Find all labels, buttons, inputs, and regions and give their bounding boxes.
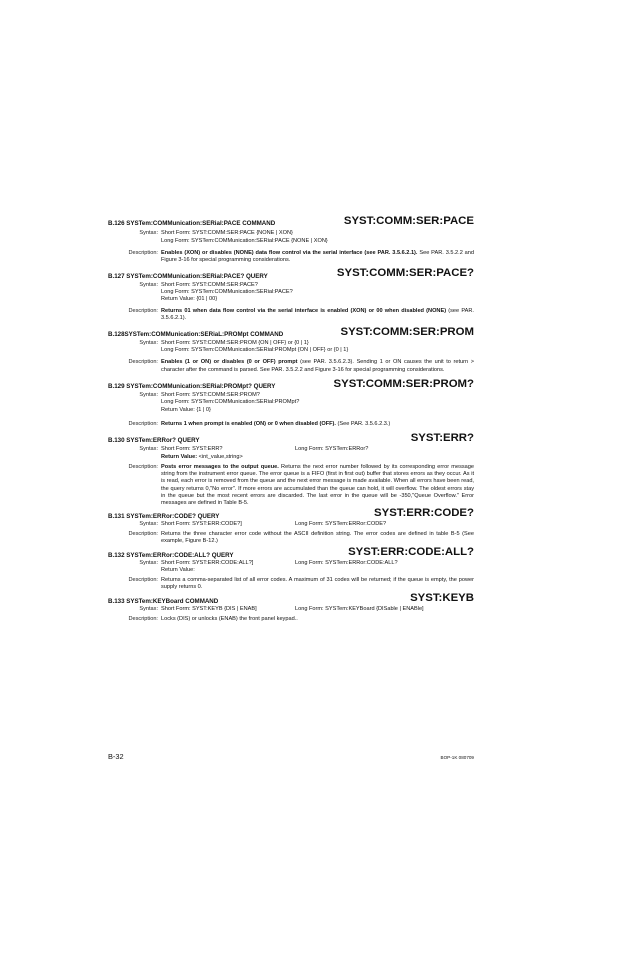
section-header (108, 593, 474, 604)
scpi-command: SYST:ERR? (410, 432, 474, 445)
section-header (108, 327, 474, 338)
section-b131 (108, 508, 474, 545)
long-form: Long Form: SYSTem:ERRor:CODE? (295, 520, 387, 527)
syntax-row (108, 392, 474, 414)
return-value: Return Value: (161, 566, 195, 573)
syntax-row (108, 446, 474, 460)
description-bold: Enables (XON) or disables (NONE) data flow control via the serial interface (see PAR. 3.5.6.2.1). (161, 249, 418, 256)
section-title: B.129 SYSTem:COMMunication:SERial:PROMpt? QUERY (108, 383, 276, 391)
section-b132 (108, 547, 474, 591)
scpi-command: SYST:ERR:CODE:ALL? (348, 546, 474, 559)
document-id: BOP-1K 080709 (440, 755, 474, 760)
description-row (108, 464, 474, 507)
syntax-label: Syntax: (139, 281, 158, 288)
long-form: Long Form: SYSTem:COMMunication:SERial:PROMpt? (161, 399, 300, 406)
section-header (108, 547, 474, 558)
description-text: Returns the three character error code without the ASCII definition string. The error codes are defined in table B-5 (See example, Figure B-12.) (161, 530, 474, 544)
syntax-label: Syntax: (139, 559, 158, 566)
short-form: Short Form: SYST:COMM:SER:PACE {NONE | XON} (161, 230, 293, 237)
section-title: B.133 SYSTem:KEYBoard COMMAND (108, 597, 219, 605)
scpi-command: SYST:KEYB (410, 592, 474, 605)
section-title: B.126 SYSTem:COMMunication:SERial:PACE COMMAND (108, 220, 276, 228)
long-form: Long Form: SYSTem:ERRor:CODE:ALL? (295, 559, 398, 566)
description-label: Description: (128, 530, 158, 537)
syntax-row (108, 521, 474, 528)
return-value-label: Return Value: (161, 453, 198, 460)
description-bold: Posts error messages to the output queue. (161, 463, 279, 470)
description-row (108, 421, 474, 428)
description-text: Locks (DIS) or unlocks (ENAB) the front panel keypad.. (161, 615, 298, 622)
section-header (108, 508, 474, 519)
section-title: B.130 SYSTem:ERRor? QUERY (108, 437, 200, 445)
long-form: Long Form: SYSTem:COMMunication:SERial:PACE? (161, 288, 293, 295)
section-b128 (108, 327, 474, 374)
page-number: B-32 (108, 752, 124, 761)
return-value: Return Value: {01 | 00} (161, 296, 218, 303)
syntax-row (108, 230, 474, 244)
return-value: Return Value: {1 | 0} (161, 406, 211, 413)
description-text: (See PAR. 3.5.6.2.3.) (335, 420, 391, 427)
description-label: Description: (128, 420, 158, 427)
description-label: Description: (128, 308, 158, 315)
scpi-command: SYST:COMM:SER:PACE? (336, 267, 474, 280)
section-b126 (108, 216, 474, 264)
description-row (108, 531, 474, 545)
syntax-row (108, 340, 474, 354)
description-bold: Returns 01 when data flow control via the serial interface is enabled (XON) or 00 when disabled (NONE) (161, 308, 447, 315)
description-text: See PAR. 3.5.2.2 and Figure 3-16 for special programming considerations. (161, 249, 475, 264)
short-form: Short Form: SYST:ERR:CODE?] (161, 520, 242, 527)
section-header (108, 268, 474, 279)
syntax-label: Syntax: (139, 520, 158, 527)
short-form: Short Form: SYST:KEYB {DIS | ENAB] (161, 605, 257, 612)
description-text: (see PAR. 3.5.6.2.3). Sending 1 or ON causes the unit to return > character after the command is parsed. See PAR. 3.5.2.2 and Figure 3-16 for special programming considerations. (161, 359, 474, 373)
description-bold: Returns 1 when prompt is enabled (ON) or 0 when disabled (OFF). (161, 420, 336, 427)
long-form: Long Form: SYSTem:COMMunication:SERial:PACE {NONE | XON} (161, 237, 328, 244)
section-title: B.131 SYSTem:ERRor:CODE? QUERY (108, 512, 220, 520)
section-title: B.127 SYSTem:COMMunication:SERial:PACE? QUERY (108, 272, 268, 280)
document-page (108, 216, 474, 623)
section-b130 (108, 433, 474, 507)
section-header (108, 379, 474, 390)
syntax-label: Syntax: (139, 340, 158, 347)
long-form: Long Form: SYSTem:COMMunication:SERial:PROMpt {ON | OFF} or {0 | 1} (161, 347, 349, 354)
syntax-row (108, 560, 474, 574)
section-b127 (108, 268, 474, 322)
section-header (108, 216, 474, 227)
description-row (108, 616, 474, 623)
scpi-command: SYST:COMM:SER:PROM? (333, 377, 474, 390)
long-form: Long Form: SYSTem:KEYBoard {DISable | ENABle] (295, 605, 424, 612)
description-text: (see PAR. 3.5.6.2.1). (161, 308, 474, 322)
short-form: Short Form: SYST:ERR:CODE:ALL?] (161, 559, 254, 566)
syntax-row (108, 282, 474, 304)
scpi-command: SYST:COMM:SER:PACE (343, 215, 474, 227)
page-footer (108, 752, 474, 761)
short-form: Short Form: SYST:COMM:SER:PROM {ON | OFF} or {0 | 1} (161, 340, 309, 347)
description-row (108, 577, 474, 591)
syntax-label: Syntax: (139, 446, 158, 453)
scpi-command: SYST:COMM:SER:PROM (340, 325, 474, 338)
syntax-row (108, 606, 474, 613)
scpi-command: SYST:ERR:CODE? (374, 507, 474, 520)
long-form: Long Form: SYSTem:ERRor? (295, 446, 369, 453)
description-label: Description: (128, 359, 158, 366)
description-label: Description: (128, 463, 158, 470)
description-text: Returns a comma-separated list of all error codes. A maximum of 31 codes will be returned; if the queue is empty, the power supply returns 0. (161, 576, 474, 591)
section-title: B.132 SYSTem:ERRor:CODE:ALL? QUERY (108, 551, 234, 559)
section-b133 (108, 593, 474, 623)
short-form: Short Form: SYST:COMM:SER:PACE? (161, 281, 258, 288)
section-b129 (108, 379, 474, 428)
description-label: Description: (128, 249, 158, 256)
description-label: Description: (128, 615, 158, 622)
section-header (108, 433, 474, 444)
description-row (108, 308, 474, 322)
description-row (108, 250, 474, 264)
syntax-label: Syntax: (139, 230, 158, 237)
description-row (108, 359, 474, 373)
description-label: Description: (128, 576, 158, 583)
short-form: Short Form: SYST:COMM:SER:PROM? (161, 392, 260, 399)
description-bold: Enables (1 or ON) or disables (0 or OFF) prompt (161, 359, 298, 366)
return-value: <int_value,string> (197, 453, 243, 460)
syntax-label: Syntax: (139, 605, 158, 612)
syntax-label: Syntax: (139, 392, 158, 399)
short-form: Short Form: SYST:ERR? (161, 446, 223, 453)
description-text: Returns the next error number followed by its corresponding error message string from the instrument error queue. The error queue is a FIFO (first in first out) buffer that stores errors as they occur. As it is read, each error is removed from the queue and the next error message is made available. When all errors have been read, the query returns 0,"No error". If more errors are accumulated than the queue can hold, it will overflow. The oldest errors stay in the queue but the most recent errors are discarded. The last error in the queue will be -350,"Queue Overflow." Error messages are defined in Table B-5. (161, 463, 475, 506)
section-title: B.128SYSTem:COMMunication:SERiaL:PROMpt COMMAND (108, 331, 284, 339)
